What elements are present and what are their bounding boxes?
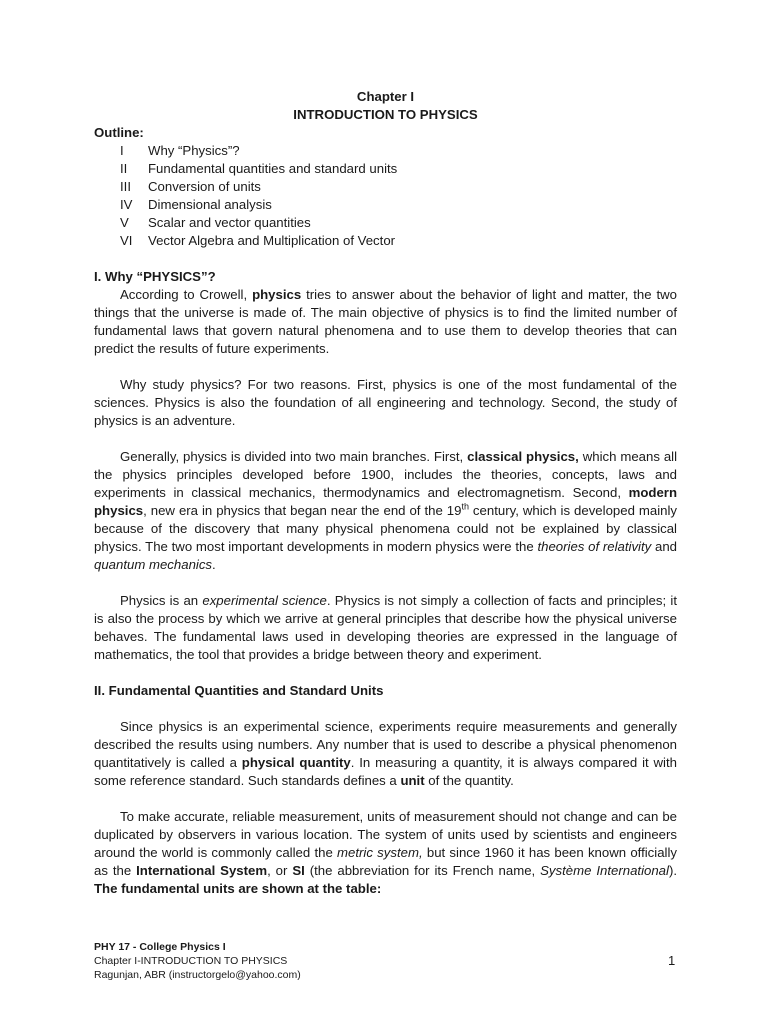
outline-item: III Conversion of units (120, 179, 261, 194)
outline-list (94, 142, 677, 250)
footer-chapter: Chapter I-INTRODUCTION TO PHYSICS (94, 955, 288, 967)
paragraph: Generally, physics is divided into two main branches. First, classical physics, which means all the physics principles developed before 1900, includes the theories, concepts, laws and experiments in classical mechanics, thermodynamics and electromagnetism. Second, modern physics, new era in physics that began near the end of the 19th century, which is developed mainly because of the discovery that many physical phenomena could not be explained by classical physics. The two most important developments in modern physics were the theories of relativity and quantum mechanics. (94, 449, 678, 572)
section-heading-fundamental-quantities: II. Fundamental Quantities and Standard Units (94, 683, 384, 698)
outline-item: IV Dimensional analysis (120, 197, 272, 212)
outline-label: Outline: (94, 125, 144, 140)
outline-item: I Why “Physics”? (120, 143, 240, 158)
page-number: 1 (668, 953, 676, 968)
paragraph: According to Crowell, physics tries to answer about the behavior of light and matter, the two things that the universe is made of. The main objective of physics is to find the limited number of fundamental laws that govern natural phenomena and to use them to develop theories that can predict the results of future experiments. (94, 287, 678, 356)
paragraph: Why study physics? For two reasons. First, physics is one of the most fundamental of the sciences. Physics is also the foundation of all engineering and technology. Second, the study of physics is an adventure. (94, 377, 677, 428)
outline-item: VI Vector Algebra and Multiplication of Vector (120, 233, 396, 248)
footer-author: Ragunjan, ABR (instructorgelo@yahoo.com) (94, 969, 301, 981)
document-body (94, 88, 677, 898)
chapter-label: Chapter I (356, 89, 415, 104)
outline-item: II Fundamental quantities and standard units (120, 161, 398, 176)
chapter-title: INTRODUCTION TO PHYSICS (293, 107, 478, 122)
paragraph: Since physics is an experimental science, experiments require measurements and generally described the results using numbers. Any number that is used to describe a physical phenomenon quantitatively is called a physical quantity. In measuring a quantity, it is always compared it with some reference standard. Such standards defines a unit of the quantity. (94, 719, 677, 788)
paragraph: To make accurate, reliable measurement, units of measurement should not change and can be duplicated by observers in various location. The system of units used by scientists and engineers around the world is commonly called the metric system, but since 1960 it has been known officially as the International System, or SI (the abbreviation for its French name, Système International). The fundamental units are shown at the table: (94, 809, 677, 896)
page-footer (94, 940, 684, 982)
outline-item: V Scalar and vector quantities (120, 215, 311, 230)
footer-course: PHY 17 - College Physics I (94, 941, 226, 953)
paragraph: Physics is an experimental science. Physics is not simply a collection of facts and principles; it is also the process by which we arrive at general principles that describe how the physical universe behaves. The fundamental laws used in developing theories are expressed in the language of mathematics, the tool that provides a bridge between theory and experiment. (94, 593, 677, 662)
section-heading-why-physics: I. Why “PHYSICS”? (94, 269, 216, 284)
